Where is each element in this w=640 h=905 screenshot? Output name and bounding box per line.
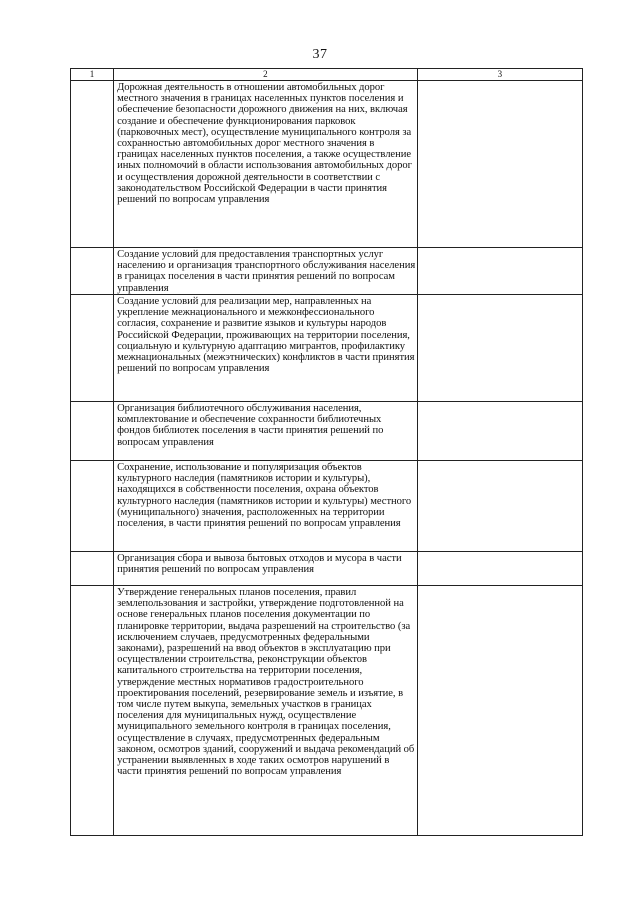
row-col-1 — [71, 248, 114, 295]
row-col-3 — [417, 586, 582, 836]
row-col-3 — [417, 248, 582, 295]
table-row — [71, 81, 583, 248]
row-description: Сохранение, использование и популяризация объектов культурного наследия (памятников истории и культуры), находящихся в собственности поселения, охрана объектов культурного наследия (памятников истории и культуры) местного (муниципального) значения, расположенных на территории поселения, в части принятия решений по вопросам управления — [114, 461, 418, 552]
powers-table — [70, 68, 583, 836]
table-header-row — [71, 69, 583, 81]
row-col-1 — [71, 461, 114, 552]
row-col-3 — [417, 402, 582, 461]
table-row — [71, 586, 583, 836]
page-number: 37 — [312, 47, 328, 62]
table-row — [71, 552, 583, 586]
table-row — [71, 248, 583, 295]
row-col-1 — [71, 81, 114, 248]
row-description: Создание условий для предоставления транспортных услуг населению и организация транспортного обслуживания населения в границах поселения в части принятия решений по вопросам управления — [114, 248, 418, 295]
row-col-1 — [71, 295, 114, 402]
row-description: Организация библиотечного обслуживания населения, комплектование и обеспечение сохранности библиотечных фондов библиотек поселения в части принятия решений по вопросам управления — [114, 402, 418, 461]
row-col-1 — [71, 402, 114, 461]
table-row — [71, 402, 583, 461]
row-col-1 — [71, 586, 114, 836]
row-description: Создание условий для реализации мер, направленных на укрепление межнационального и межконфессионального согласия, сохранение и развитие языков и культуры народов Российской Федерации, проживающих на территории поселения, социальную и культурную адаптацию мигрантов, профилактику межнациональных (межэтнических) конфликтов в части принятия решений по вопросам управления — [114, 295, 418, 402]
row-col-3 — [417, 295, 582, 402]
row-description: Утверждение генеральных планов поселения, правил землепользования и застройки, утверждение подготовленной на основе генеральных планов поселения документации по планировке территории, выдача разрешений на строительство (за исключением случаев, предусмотренных федеральными законами), разрешений на ввод объектов в эксплуатацию при осуществлении строительства, реконструкции объектов капитального строительства на территории поселения, утверждение местных нормативов градостроительного проектирования поселений, резервирование земель и изъятие, в том числе путем выкупа, земельных участков в границах поселения для муниципальных нужд, осуществление муниципального земельного контроля в границах поселения, осуществление в случаях, предусмотренных федеральным законом, осмотров зданий, сооружений и выдача рекомендаций об устранении выявленных в ходе таких осмотров нарушений в части принятия решений по вопросам управления — [114, 586, 418, 836]
row-col-3 — [417, 461, 582, 552]
row-description: Дорожная деятельность в отношении автомобильных дорог местного значения в границах населенных пунктов поселения и обеспечение безопасности дорожного движения на них, включая создание и обеспечение функционирования парковок (парковочных мест), осуществление муниципального контроля за сохранностью автомобильных дорог местного значения в границах населенных пунктов поселения, а также осуществление иных полномочий в области использования автомобильных дорог и осуществления дорожной деятельности в соответствии с законодательством Российской Федерации в части принятия решений по вопросам управления — [114, 81, 418, 248]
row-col-1 — [71, 552, 114, 586]
row-description: Организация сбора и вывоза бытовых отходов и мусора в части принятия решений по вопросам управления — [114, 552, 418, 586]
header-col-1: 1 — [71, 69, 114, 81]
header-col-2: 2 — [114, 69, 418, 81]
table-row — [71, 461, 583, 552]
table-row — [71, 295, 583, 402]
row-col-3 — [417, 81, 582, 248]
row-col-3 — [417, 552, 582, 586]
header-col-3: 3 — [417, 69, 582, 81]
